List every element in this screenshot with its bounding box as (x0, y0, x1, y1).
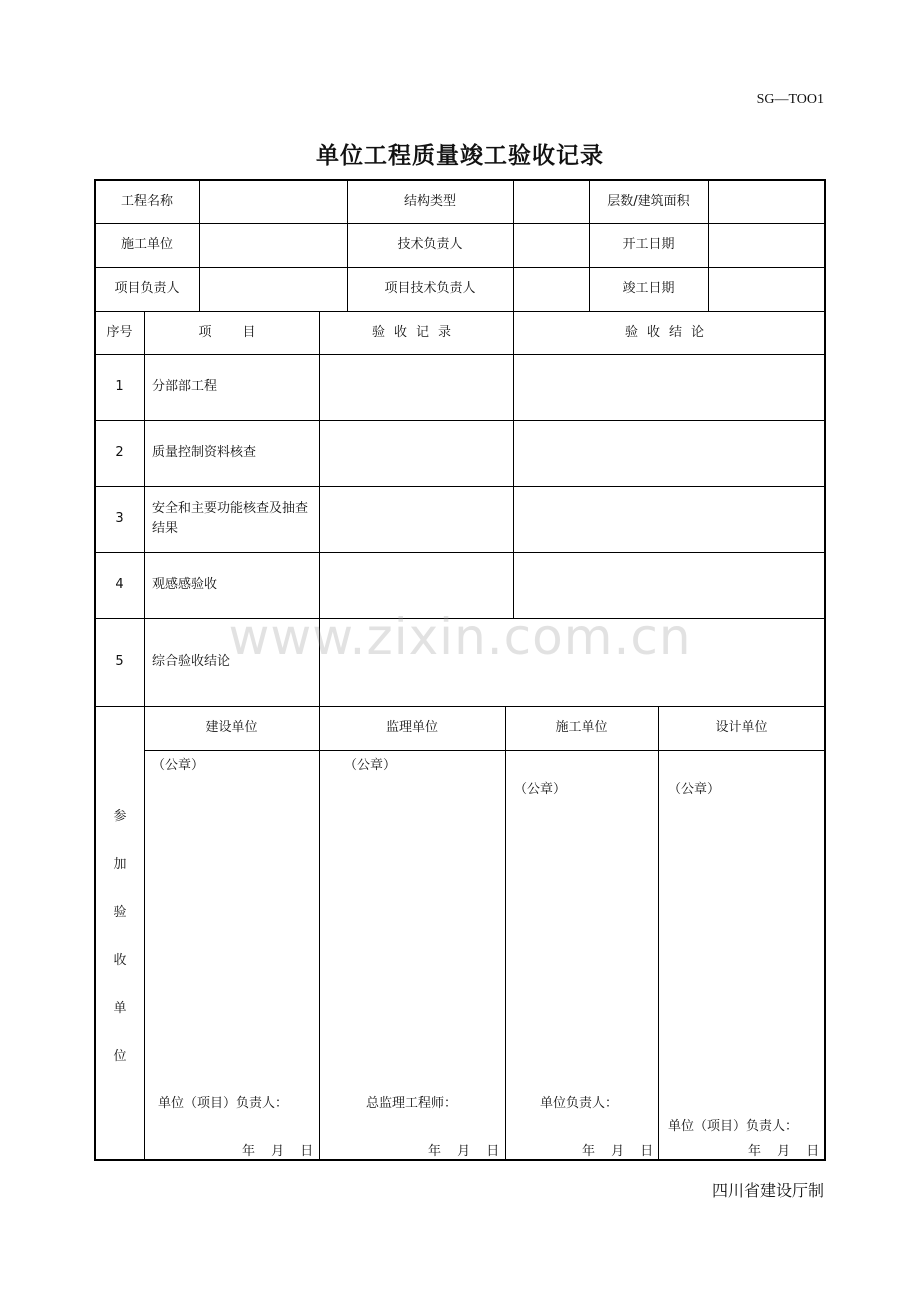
page-title: 单位工程质量竣工验收记录 (316, 143, 604, 169)
grid-line (658, 706, 659, 1160)
row-number: 4 (115, 577, 124, 592)
issuer-footer: 四川省建设厅制 (711, 1181, 824, 1200)
watermark: www.zixin.com.cn (228, 608, 692, 666)
date-line: 年 月 日 (748, 1144, 820, 1159)
structure-type-label: 结构类型 (403, 193, 456, 209)
stamp-placeholder: （公章） (668, 782, 721, 797)
column-header-item: 项 目 (198, 324, 265, 340)
row-item: 分部部工程 (152, 379, 218, 394)
unit-header-supervisor: 监理单位 (385, 720, 438, 735)
column-header-conclusion: 验收结论 (624, 324, 713, 340)
document-code: SG—TOO1 (756, 92, 824, 107)
date-line: 年 月 日 (582, 1144, 654, 1159)
project-name-label: 工程名称 (120, 193, 173, 209)
contractor-label: 施工单位 (120, 237, 173, 252)
signer-label: 单位（项目）负责人： (158, 1096, 289, 1111)
grid-line (513, 180, 514, 311)
grid-line (144, 750, 825, 751)
row-item: 安全和主要功能核查及抽查结果 (152, 501, 309, 536)
project-lead-label: 项目负责人 (114, 281, 180, 296)
row-number: 3 (115, 511, 124, 526)
side-label-char: 位 (113, 1049, 127, 1064)
side-label-char: 验 (113, 905, 127, 920)
row-number: 1 (115, 379, 124, 394)
side-label-char: 参 (113, 809, 127, 824)
unit-header-contractor: 施工单位 (555, 720, 608, 735)
signer-label: 单位负责人： (540, 1096, 619, 1111)
side-label-char: 收 (113, 953, 127, 968)
start-date-label: 开工日期 (622, 237, 675, 252)
column-header-record: 验收记录 (371, 324, 460, 340)
side-label-char: 加 (113, 857, 127, 872)
grid-line (513, 311, 514, 618)
date-line: 年 月 日 (242, 1144, 314, 1159)
unit-header-owner: 建设单位 (205, 720, 258, 735)
row-item: 观感感验收 (152, 577, 218, 592)
floors-area-label: 层数/建筑面积 (607, 193, 690, 209)
row-number: 2 (115, 445, 124, 460)
signer-label: 总监理工程师： (366, 1096, 458, 1111)
stamp-placeholder: （公章） (514, 782, 567, 797)
row-item: 综合验收结论 (152, 654, 231, 669)
completion-date-label: 竣工日期 (622, 281, 675, 296)
signer-label: 单位（项目）负责人： (668, 1119, 799, 1134)
grid-line (708, 180, 709, 311)
grid-line (505, 706, 506, 1160)
stamp-placeholder: （公章） (152, 758, 205, 773)
column-header-no: 序号 (106, 324, 133, 340)
grid-line (199, 180, 200, 311)
row-number: 5 (115, 654, 124, 669)
project-tech-lead-label: 项目技术负责人 (384, 281, 476, 296)
tech-lead-label: 技术负责人 (397, 237, 463, 252)
stamp-placeholder: （公章） (344, 758, 397, 773)
side-label-char: 单 (113, 1001, 127, 1016)
row-item: 质量控制资料核查 (152, 445, 257, 460)
date-line: 年 月 日 (428, 1144, 500, 1159)
unit-header-designer: 设计单位 (715, 720, 768, 735)
